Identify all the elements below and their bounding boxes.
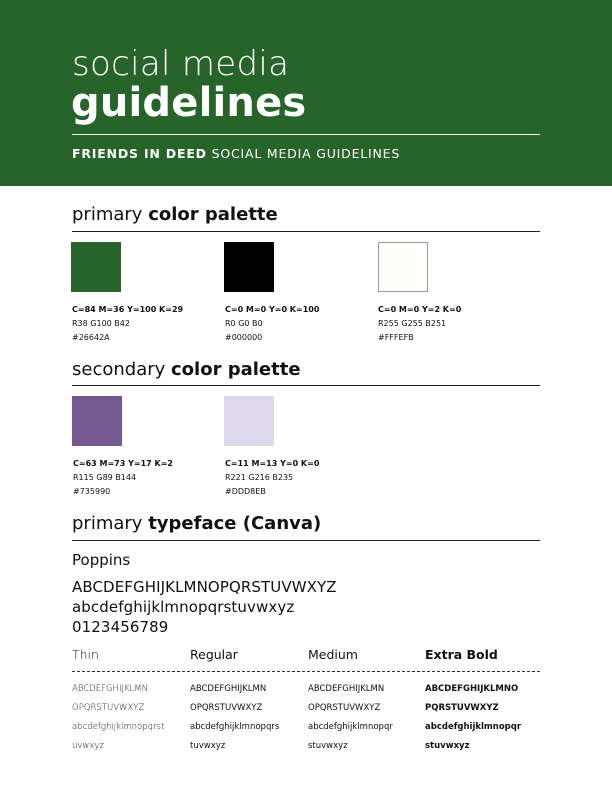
swatch-white (378, 242, 428, 292)
regular-sample-line: tuvwxyz (190, 741, 226, 751)
font-name: Poppins (72, 551, 131, 569)
medium-sample-line: OPQRSTUVWXYZ (308, 703, 381, 713)
header-subtitle (72, 146, 400, 161)
swatch-black (224, 242, 274, 292)
weight-regular-heading: Regular (190, 647, 238, 662)
typeface-title: primary typeface (Canva) (72, 513, 322, 534)
swatch-purple (72, 396, 122, 446)
header-divider (72, 134, 540, 135)
secondary-palette-rule (72, 385, 540, 386)
weight-thin-heading: Thin (72, 647, 99, 662)
regular-sample-line: OPQRSTUVWXYZ (190, 703, 263, 713)
regular-sample-line: abcdefghijklmnopqrs (190, 722, 280, 732)
swatch-green (71, 242, 121, 292)
thin-sample-line: uvwxyz (72, 741, 104, 751)
subtitle-org: FRIENDS IN DEED (72, 146, 207, 161)
subtitle-doc: SOCIAL MEDIA GUIDELINES (211, 146, 401, 161)
regular-sample-line: ABCDEFGHIJKLMN (190, 684, 267, 694)
swatch-white-label: C=0 M=0 Y=2 K=0 R255 G255 B251 #FFFEFB (378, 305, 462, 342)
extrabold-sample-line: abcdefghijklmnopqr (425, 722, 522, 732)
primary-palette-title: primary color palette (72, 204, 278, 225)
sample-lowercase: abcdefghijklmnopqrstuvwxyz (72, 598, 295, 616)
primary-palette-rule (72, 231, 540, 232)
extrabold-sample-line: stuvwxyz (425, 741, 470, 751)
swatch-lavender-label: C=11 M=13 Y=0 K=0 R221 G216 B235 #DDD8EB (225, 459, 320, 496)
medium-sample-line: stuvwxyz (308, 741, 348, 751)
weights-dashed-rule (72, 671, 540, 672)
secondary-palette-title: secondary color palette (72, 359, 301, 380)
title-line-1: social media (72, 44, 290, 84)
thin-sample-line: abcdefghijklmnopqrst (72, 722, 165, 732)
typeface-rule (72, 540, 540, 541)
swatch-black-label: C=0 M=0 Y=0 K=100 R0 G0 B0 #000000 (225, 305, 320, 342)
thin-sample-line: OPQRSTUVWXYZ (72, 703, 145, 713)
sample-digits: 0123456789 (72, 618, 169, 636)
title-line-2: guidelines (71, 80, 307, 126)
weight-medium-heading: Medium (308, 647, 358, 662)
swatch-lavender (224, 396, 274, 446)
sample-uppercase: ABCDEFGHIJKLMNOPQRSTUVWXYZ (72, 578, 337, 596)
swatch-purple-label: C=63 M=73 Y=17 K=2 R115 G89 B144 #735990 (73, 459, 173, 496)
thin-sample-line: ABCDEFGHIJKLMN (72, 684, 148, 694)
medium-sample-line: ABCDEFGHIJKLMN (308, 684, 385, 694)
medium-sample-line: abcdefghijklmnopqr (308, 722, 393, 732)
swatch-green-label: C=84 M=36 Y=100 K=29 R38 G100 B42 #26642A (72, 305, 184, 342)
header-banner (0, 0, 612, 186)
extrabold-sample-line: PQRSTUVWXYZ (425, 703, 499, 713)
weight-extrabold-heading: Extra Bold (425, 647, 498, 662)
extrabold-sample-line: ABCDEFGHIJKLMNO (425, 684, 519, 694)
